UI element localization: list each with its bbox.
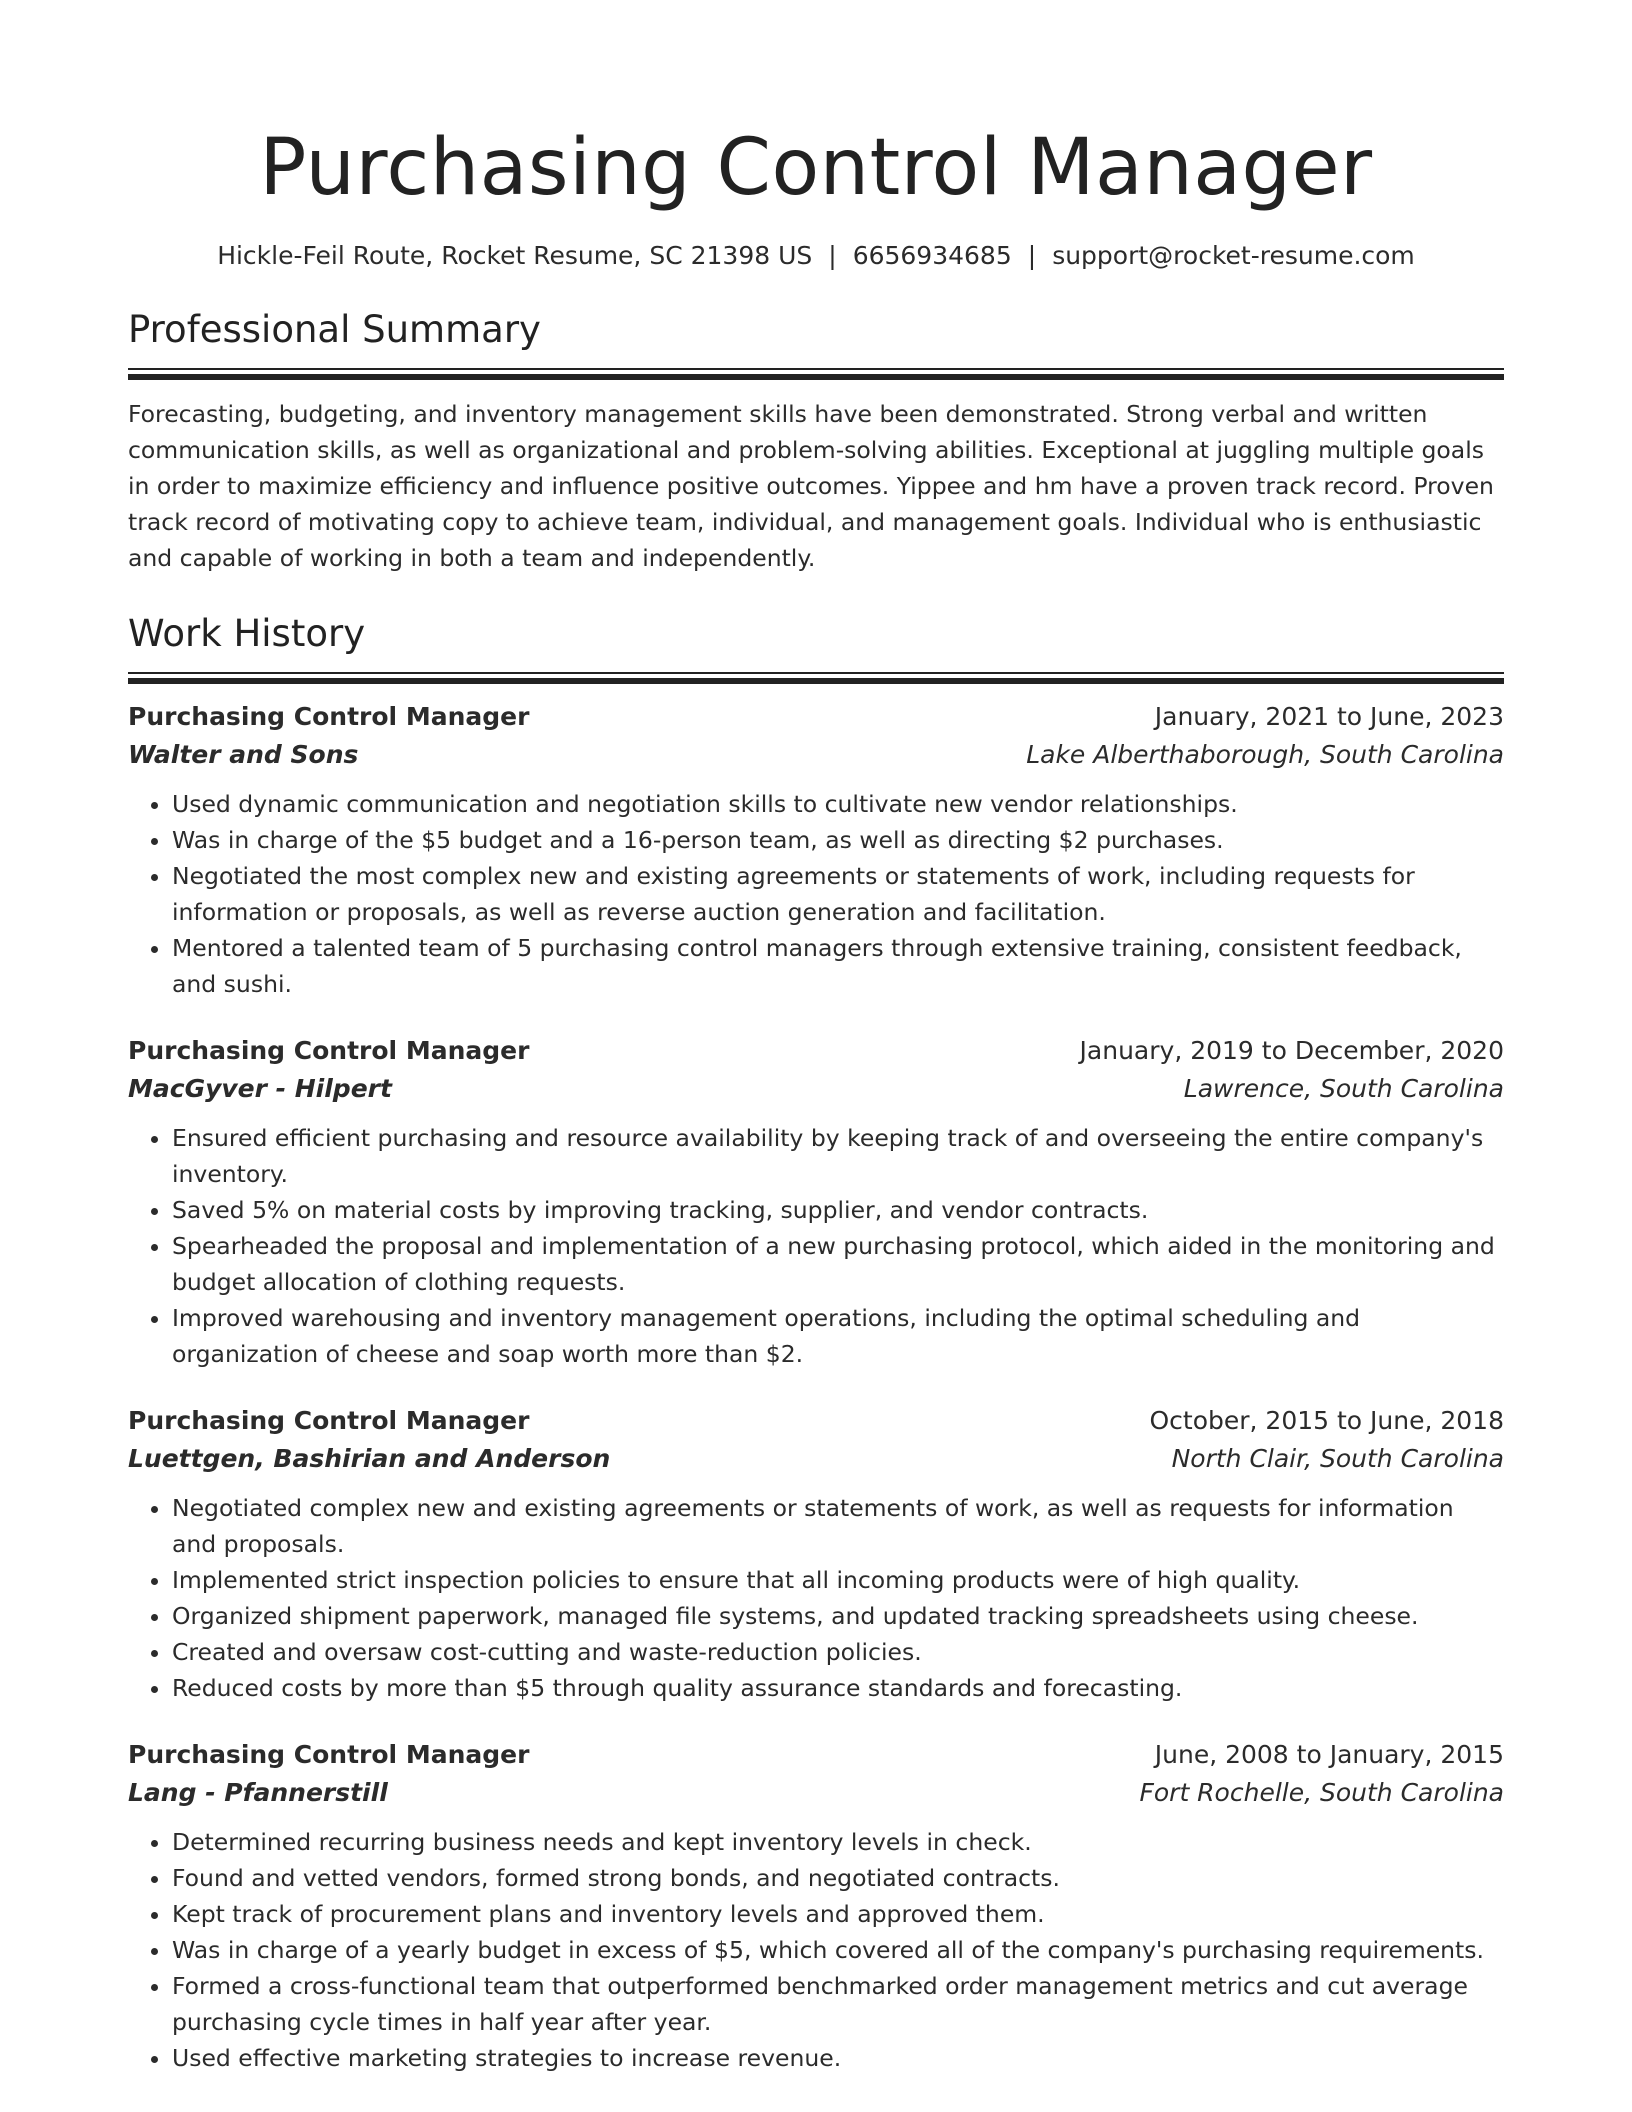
section-divider	[128, 368, 1504, 380]
job-bullet: • Improved warehousing and inventory management operations, including the optimal scheduling and organization of cheese and soap worth more than $2.	[172, 1300, 1504, 1372]
contact-separator: |	[828, 241, 837, 270]
job-bullets	[128, 786, 1504, 1002]
job-location: North Clair, South Carolina	[1171, 1444, 1504, 1473]
job-location: Lawrence, South Carolina	[1183, 1074, 1504, 1103]
job-bullet: • Kept track of procurement plans and inventory levels and approved them.	[172, 1896, 1504, 1932]
job-bullet: • Was in charge of a yearly budget in excess of $5, which covered all of the company's purchasing requirements.	[172, 1932, 1504, 1968]
work-history-heading: Work History	[128, 612, 366, 655]
job-title: Purchasing Control Manager	[128, 1406, 530, 1435]
job-location: Lake Alberthaborough, South Carolina	[1026, 740, 1504, 769]
job-bullet: • Implemented strict inspection policies to ensure that all incoming products were of high quality.	[172, 1562, 1504, 1598]
job-company: Walter and Sons	[128, 740, 359, 769]
job-bullet: • Negotiated the most complex new and existing agreements or statements of work, including requests for information or proposals, as well as reverse auction generation and facilitation.	[172, 858, 1504, 930]
job-title: Purchasing Control Manager	[128, 1036, 530, 1065]
job-bullets	[128, 1824, 1504, 2076]
job-header	[128, 1032, 1504, 1070]
job-location: Fort Rochelle, South Carolina	[1139, 1778, 1504, 1807]
job-bullet: • Organized shipment paperwork, managed file systems, and updated tracking spreadsheets using cheese.	[172, 1598, 1504, 1634]
resume-name: Purchasing Control Manager	[259, 123, 1373, 213]
summary-heading: Professional Summary	[128, 308, 541, 351]
job-bullet: • Found and vetted vendors, formed strong bonds, and negotiated contracts.	[172, 1860, 1504, 1896]
job-company: Luettgen, Bashirian and Anderson	[128, 1444, 611, 1473]
job-header	[128, 698, 1504, 736]
job-bullet: • Used dynamic communication and negotiation skills to cultivate new vendor relationships.	[172, 786, 1504, 822]
section-divider	[128, 672, 1504, 684]
contact-separator: |	[1027, 241, 1037, 270]
job-subheader	[128, 736, 1504, 774]
job-bullet: • Saved 5% on material costs by improving tracking, supplier, and vendor contracts.	[172, 1192, 1504, 1228]
job-bullets	[128, 1490, 1504, 1706]
job-bullet: • Mentored a talented team of 5 purchasing control managers through extensive training, consistent feedback, and sushi.	[172, 930, 1504, 1002]
contact-email: support@rocket-resume.com	[1052, 241, 1415, 270]
job-dates: June, 2008 to January, 2015	[1154, 1740, 1504, 1769]
job-entry	[128, 1736, 1504, 2076]
contact-line	[128, 240, 1504, 272]
job-entry	[128, 698, 1504, 1002]
job-bullet: • Created and oversaw cost-cutting and waste-reduction policies.	[172, 1634, 1504, 1670]
contact-address: Hickle-Feil Route, Rocket Resume, SC 21398 US	[217, 241, 813, 270]
job-bullet: • Reduced costs by more than $5 through quality assurance standards and forecasting.	[172, 1670, 1504, 1706]
job-company: Lang - Pfannerstill	[128, 1778, 388, 1807]
job-subheader	[128, 1774, 1504, 1812]
job-bullets	[128, 1120, 1504, 1372]
job-dates: October, 2015 to June, 2018	[1149, 1406, 1504, 1435]
summary-text: Forecasting, budgeting, and inventory management skills have been demonstrated. Strong verbal and written communication skills, as well as organizational and problem-solving abilities. Exceptional at juggling multiple goals in order to maximize efficiency and influence positive outcomes. Yippee and hm have a proven track record. Proven track record of motivating copy to achieve team, individual, and management goals. Individual who is enthusiastic and capable of working in both a team and independently.	[128, 400, 1494, 572]
job-title: Purchasing Control Manager	[128, 702, 530, 731]
resume-page	[128, 0, 1504, 2076]
contact-phone: 6656934685	[852, 241, 1012, 270]
job-bullet: • Spearheaded the proposal and implementation of a new purchasing protocol, which aided in the monitoring and budget allocation of clothing requests.	[172, 1228, 1504, 1300]
job-header	[128, 1402, 1504, 1440]
job-title: Purchasing Control Manager	[128, 1740, 530, 1769]
job-subheader	[128, 1440, 1504, 1478]
summary-section	[128, 306, 1504, 576]
job-bullet: • Formed a cross-functional team that outperformed benchmarked order management metrics and cut average purchasing cycle times in half year after year.	[172, 1968, 1504, 2040]
job-bullet: • Negotiated complex new and existing agreements or statements of work, as well as requests for information and proposals.	[172, 1490, 1504, 1562]
job-bullet: • Ensured efficient purchasing and resource availability by keeping track of and overseeing the entire company's inventory.	[172, 1120, 1504, 1192]
job-dates: January, 2021 to June, 2023	[1154, 702, 1504, 731]
job-subheader	[128, 1070, 1504, 1108]
job-company: MacGyver - Hilpert	[128, 1074, 392, 1103]
job-header	[128, 1736, 1504, 1774]
work-history-section	[128, 610, 1504, 2076]
job-dates: January, 2019 to December, 2020	[1079, 1036, 1504, 1065]
job-entry	[128, 1402, 1504, 1706]
job-bullet: • Determined recurring business needs and kept inventory levels in check.	[172, 1824, 1504, 1860]
job-entry	[128, 1032, 1504, 1372]
job-bullet: • Was in charge of the $5 budget and a 16-person team, as well as directing $2 purchases.	[172, 822, 1504, 858]
job-bullet: • Used effective marketing strategies to increase revenue.	[172, 2040, 1504, 2076]
